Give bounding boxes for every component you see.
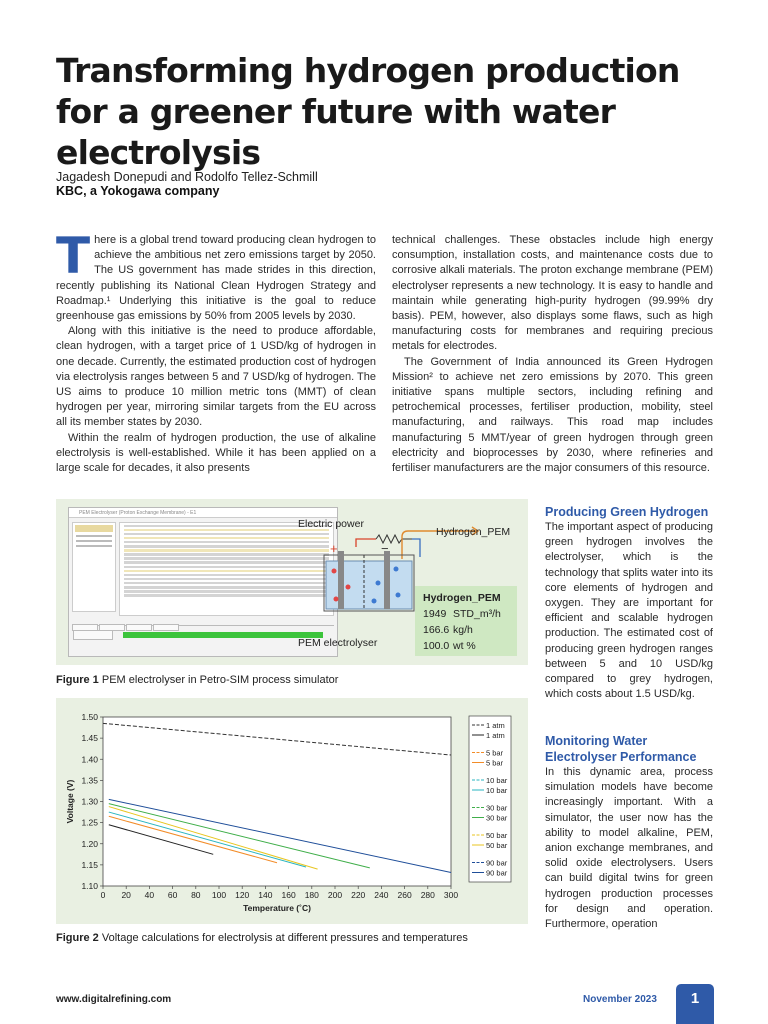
x-tick-label: 20 [121, 890, 131, 900]
legend-entry: 5 bar [486, 758, 504, 768]
legend-entry: 10 bar [486, 786, 508, 795]
y-tick-label: 1.30 [81, 796, 98, 807]
y-tick-label: 1.40 [81, 754, 98, 765]
paragraph-1: here is a global trend toward producing clean hydrogen to achieve the ambitious net zero emissions target by 2050. The US government has made strides in this direction, recently publishing its National Clean Hydrogen Strategy and Roadmap.¹ Underlying this initiative is the goal to reduce greenhouse gas emissions by 50% from 2005 levels by 2030. [56, 234, 376, 323]
section-heading: Monitoring Water Electrolyser Performance [545, 734, 697, 764]
screenshot-button [73, 630, 113, 640]
result-row: 166.6 kg/h [423, 624, 473, 636]
figure-2 [56, 698, 528, 924]
legend-entry: 30 bar [486, 813, 508, 823]
y-tick-label: 1.20 [81, 838, 98, 849]
hydrogen-stream-label: Hydrogen_PEM [436, 526, 511, 538]
result-row: 100.0 wt % [423, 640, 476, 652]
minus-sign: − [381, 541, 389, 556]
y-tick-label: 1.25 [81, 817, 98, 828]
legend-entry: 90 bar [486, 858, 508, 868]
electrolyser-label: PEM electrolyser [298, 637, 378, 649]
drop-cap: T [56, 227, 91, 285]
x-tick-label: 0 [100, 890, 106, 900]
legend-entry: 30 bar [486, 803, 508, 813]
legend-entry: 50 bar [486, 841, 508, 850]
plus-sign: + [330, 541, 338, 556]
plot-area [103, 717, 451, 886]
paragraph-3: Within the realm of hydrogen production, the use of alkaline electrolysis is well-established. While it has been applied on a large scale for decades, it also presents [56, 431, 376, 475]
screenshot-progress-bar [123, 632, 323, 638]
legend-entry: 10 bar [486, 776, 508, 785]
paragraph-4: technical challenges. These obstacles include high energy consumption, installation costs, and maintenance costs due to corrosive alkali materials. The proton exchange membrane (PEM) electrolyser represents a new technology. It is easy to handle and maintain while generating high-purity hydrogen (99.99% dry basis). PEM, however, also displays some flaws, such as high manufacturing costs for membranes and requiring precious metals for electrodes. [392, 234, 713, 353]
legend-entry: 50 bar [486, 831, 508, 840]
y-tick-label: 1.35 [81, 775, 98, 786]
y-tick-label: 1.10 [81, 881, 98, 891]
y-tick-label: 1.45 [81, 733, 98, 744]
footer-url: www.digitalrefining.com [56, 994, 172, 1005]
x-axis-label: Temperature (˚C) [243, 903, 311, 913]
section-text: The important aspect of producing green hydrogen involves the electrolyser, which is the technology that splits water into its core elements of hydrogen and oxygen. They are important for efficient and scalable hydrogen production. The estimated cost of producing green hydrogen ranges between 5 and 10 USD/kg compared to grey hydrogen, which costs about 1.5 USD/kg. [545, 521, 713, 701]
section-text: In this dynamic area, process simulation models have become increasingly important. With a simulator, the user now has the ability to model alkaline, PEM, anion exchange membranes, and solid oxide electrolysers. Users can build digital twins for green hydrogen production processes for design and operation. Furthermore, operation [545, 766, 713, 931]
body-column-right [392, 233, 713, 476]
figure-2-caption: Figure 2 Voltage calculations for electrolysis at different pressures and temperatures [56, 932, 468, 944]
x-tick-label: 260 [397, 890, 412, 900]
legend-box [469, 716, 511, 882]
legend-entry: 5 bar [486, 748, 504, 758]
x-tick-label: 160 [281, 890, 296, 900]
article-affiliation: KBC, a Yokogawa company [56, 184, 220, 198]
result-row: 1949 STD_m³/h [423, 608, 501, 620]
figure-1-caption: Figure 1 PEM electrolyser in Petro-SIM process simulator [56, 674, 339, 686]
screenshot-sidebar [72, 522, 116, 612]
cathode [384, 551, 390, 609]
footer-date: November 2023 [583, 994, 657, 1005]
x-tick-label: 280 [420, 890, 435, 900]
y-tick-label: 1.15 [81, 859, 98, 870]
power-wire [356, 539, 376, 547]
sidebar-section-1 [545, 504, 713, 702]
y-tick-label: 1.50 [81, 712, 98, 722]
results-box [415, 586, 517, 656]
screenshot-parameter-table [119, 522, 334, 616]
x-tick-label: 180 [304, 890, 319, 900]
article-authors: Jagadesh Donepudi and Rodolfo Tellez-Schmill [56, 170, 318, 184]
screenshot-titlebar: PEM Electrolyser (Proton Exchange Membrane) - E1 [69, 508, 337, 518]
x-tick-label: 200 [327, 890, 343, 900]
anode [338, 551, 344, 609]
legend-entry: 90 bar [486, 868, 508, 878]
x-tick-label: 120 [235, 890, 250, 900]
x-tick-label: 140 [258, 890, 273, 900]
body-column-left [56, 227, 376, 476]
x-tick-label: 60 [167, 890, 178, 900]
y-axis-label: Voltage (V) [65, 779, 75, 824]
voltage-chart [56, 698, 528, 924]
paragraph-5: The Government of India announced its Green Hydrogen Mission² to achieve net zero emissions by 2070. This green initiative spans multiple sectors, including refining and petrochemical processes, fertiliser production, mobility, steel manufacturing, and railways. This road map includes manufacturing 5 MMT/year of green hydrogen through green electricity and bioprocesses by 2030, where refineries and fertiliser manufacturers are the major consumers of this resource. [392, 355, 713, 475]
x-tick-label: 40 [144, 890, 155, 900]
results-header: Hydrogen_PEM [423, 592, 501, 604]
page-number: 1 [676, 984, 714, 1024]
screenshot-tabs [72, 618, 334, 626]
figure-1 [56, 499, 528, 665]
x-tick-label: 220 [351, 890, 366, 900]
article-title: Transforming hydrogen production for a greener future with water electrolysis [56, 51, 680, 172]
sidebar-section-2 [545, 733, 713, 932]
section-heading: Producing Green Hydrogen [545, 505, 709, 519]
x-tick-label: 100 [211, 890, 227, 900]
x-tick-label: 300 [443, 890, 459, 900]
x-tick-label: 240 [374, 890, 389, 900]
x-tick-label: 80 [191, 890, 201, 900]
legend-entry: 1 atm [486, 731, 505, 740]
legend-entry: 1 atm [486, 721, 505, 730]
paragraph-2: Along with this initiative is the need to produce affordable, clean hydrogen, with a target price of 1 USD/kg of hydrogen in one decade. Currently, the estimated production cost of hydrogen via electrolysis ranges between 5 and 7 USD/kg of hydrogen. The US aims to produce 10 million metric tons (MMT) of clean hydrogen per year, mirroring similar targets from the EU across all its member states by 2030. [56, 325, 376, 429]
electric-power-label: Electric power [298, 518, 364, 530]
power-wire-return [412, 539, 420, 557]
